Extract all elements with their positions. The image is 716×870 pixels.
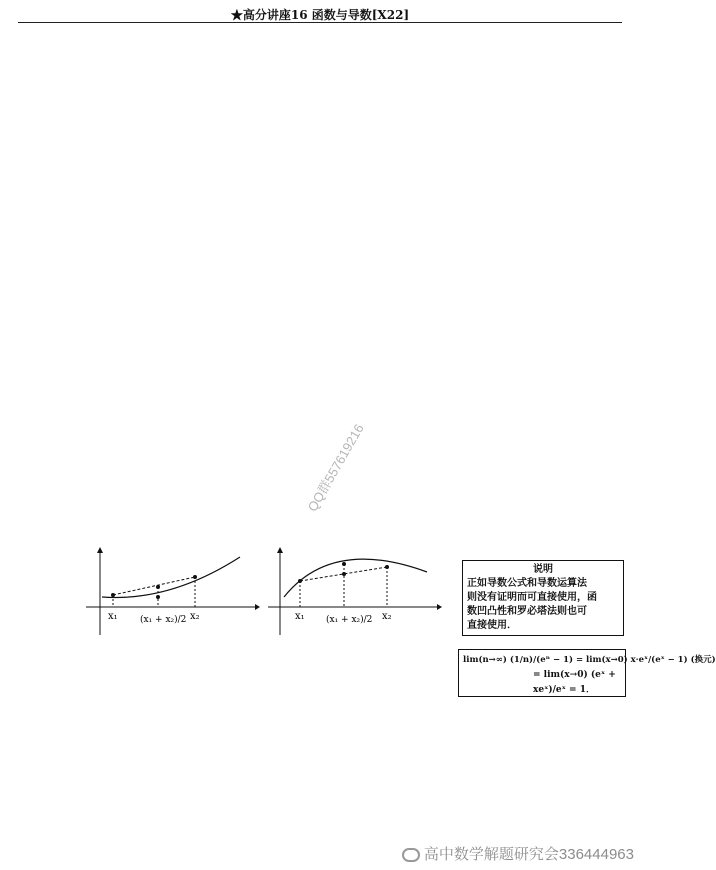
- watermark-qq: QQ群557619216: [304, 421, 367, 514]
- convex-graph: [262, 547, 442, 637]
- header-rule: [18, 22, 622, 23]
- graph2-mid-label: (x₁ + x₂)/2: [326, 615, 373, 625]
- formula-line-2: = lim(x→0) (eˣ + xeˣ)/eˣ = 1．: [533, 670, 616, 695]
- graph1-x1-label: x₁: [108, 611, 118, 622]
- graph2-x2-label: x₂: [382, 611, 392, 622]
- graph1-mid-label: (x₁ + x₂)/2: [140, 615, 187, 625]
- note-box-line: 则没有证明而可直接使用，函: [467, 592, 597, 603]
- graph2-x1-label: x₁: [295, 611, 305, 622]
- note-box-line: 数凹凸性和罗必塔法则也可: [467, 606, 587, 617]
- page-title: ★高分讲座16 函数与导数[X22]: [230, 8, 410, 22]
- watermark-footer: [402, 843, 634, 864]
- note-box-line: 正如导数公式和导数运算法: [467, 578, 587, 589]
- formula-box: [458, 649, 716, 697]
- concave-graph: [80, 547, 260, 637]
- watermark-footer-text: 高中数学解题研究会336444963: [423, 846, 634, 863]
- formula-line-1: lim(n→∞) (1/n)/(eⁿ − 1) = lim(x→0) x·eˣ/(eˣ − 1) (换元): [463, 655, 716, 665]
- note-box: [462, 560, 624, 636]
- note-box-line: 直接使用．: [467, 620, 517, 631]
- graph1-x2-label: x₂: [190, 611, 200, 622]
- note-box-title: 说明: [533, 564, 553, 575]
- wechat-icon: [402, 848, 420, 862]
